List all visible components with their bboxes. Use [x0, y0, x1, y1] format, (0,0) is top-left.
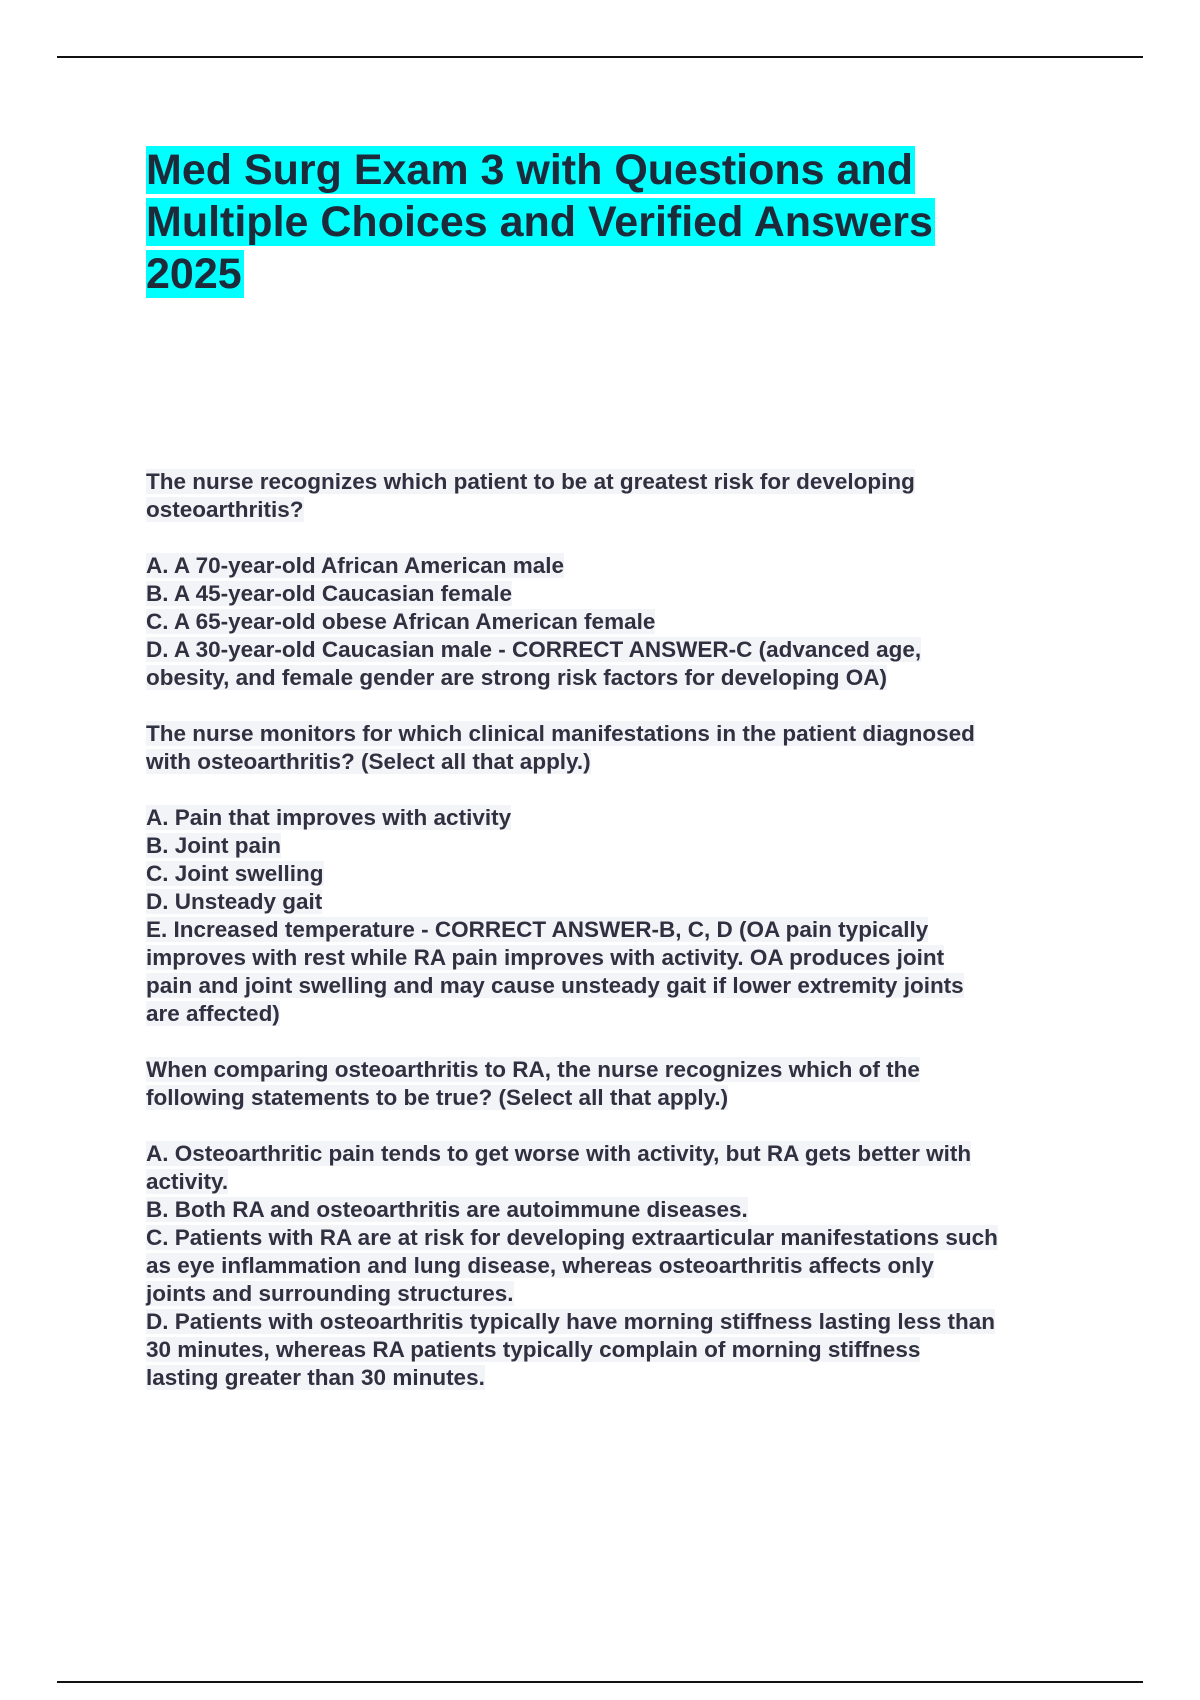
option-line: D. Unsteady gait: [146, 889, 323, 914]
question-stem: [146, 1056, 1096, 1112]
question-list: [146, 468, 1096, 1392]
option-line: joints and surrounding structures.: [146, 1281, 514, 1306]
title-line: Multiple Choices and Verified Answers: [146, 198, 933, 246]
option-line: lasting greater than 30 minutes.: [146, 1365, 485, 1390]
option-line: B. Both RA and osteoarthritis are autoimmune diseases.: [146, 1197, 748, 1222]
option-line: C. Joint swelling: [146, 861, 324, 886]
title-line: 2025: [146, 250, 242, 298]
question-options: [146, 1140, 1096, 1392]
stem-line: When comparing osteoarthritis to RA, the nurse recognizes which of the: [146, 1057, 920, 1082]
option-line: activity.: [146, 1169, 229, 1194]
option-line: D. A 30-year-old Caucasian male - CORRECT ANSWER-C (advanced age,: [146, 637, 922, 662]
stem-line: following statements to be true? (Select all that apply.): [146, 1085, 729, 1110]
stem-line: with osteoarthritis? (Select all that apply.): [146, 749, 591, 774]
question-options: [146, 804, 1096, 1028]
question-1: [146, 468, 1096, 692]
answer-line: pain and joint swelling and may cause unsteady gait if lower extremity joints: [146, 973, 964, 998]
question-stem: [146, 720, 1096, 776]
option-line: C. Patients with RA are at risk for developing extraarticular manifestations such: [146, 1225, 998, 1250]
answer-line: improves with rest while RA pain improves with activity. OA produces joint: [146, 945, 945, 970]
option-line: A. Osteoarthritic pain tends to get worse with activity, but RA gets better with: [146, 1141, 972, 1166]
option-line: 30 minutes, whereas RA patients typically complain of morning stiffness: [146, 1337, 921, 1362]
question-2: [146, 720, 1096, 1028]
document-title: [146, 144, 1046, 300]
spacer: [146, 1028, 1096, 1056]
stem-line: The nurse monitors for which clinical manifestations in the patient diagnosed: [146, 721, 975, 746]
bottom-rule: [57, 1681, 1143, 1683]
option-line: as eye inflammation and lung disease, whereas osteoarthritis affects only: [146, 1253, 934, 1278]
option-line: D. Patients with osteoarthritis typically have morning stiffness lasting less than: [146, 1309, 995, 1334]
answer-line: are affected): [146, 1001, 280, 1026]
option-line: A. A 70-year-old African American male: [146, 553, 565, 578]
option-line: C. A 65-year-old obese African American female: [146, 609, 656, 634]
answer-line: obesity, and female gender are strong risk factors for developing OA): [146, 665, 888, 690]
title-line: Med Surg Exam 3 with Questions and: [146, 146, 913, 194]
stem-line: The nurse recognizes which patient to be at greatest risk for developing: [146, 469, 915, 494]
question-3: [146, 1056, 1096, 1392]
option-line: A. Pain that improves with activity: [146, 805, 512, 830]
question-stem: [146, 468, 1096, 524]
option-line: B. Joint pain: [146, 833, 281, 858]
top-rule: [57, 56, 1143, 58]
option-line: E. Increased temperature - CORRECT ANSWER-B, C, D (OA pain typically: [146, 917, 929, 942]
spacer: [146, 692, 1096, 720]
option-line: B. A 45-year-old Caucasian female: [146, 581, 512, 606]
question-options: [146, 552, 1096, 692]
stem-line: osteoarthritis?: [146, 497, 304, 522]
